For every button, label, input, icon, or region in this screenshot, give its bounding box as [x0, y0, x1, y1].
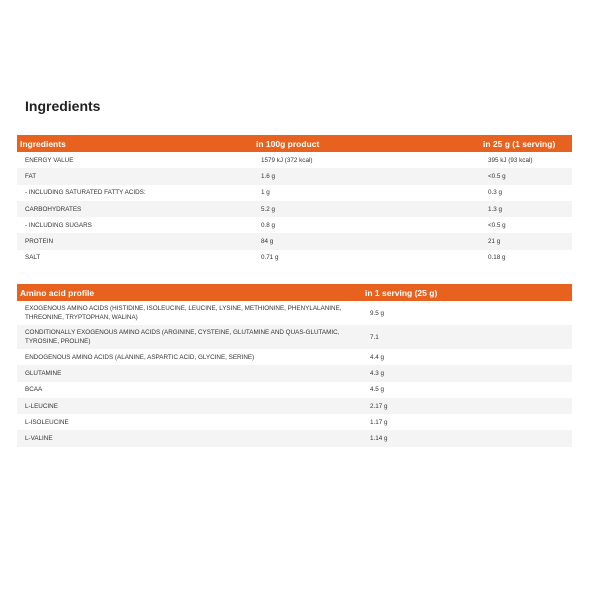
- row-label: - INCLUDING SATURATED FATTY ACIDS:: [25, 189, 146, 197]
- row-value: 2.17 g: [370, 402, 388, 410]
- table-row: [17, 382, 572, 398]
- ingredients-table: [17, 135, 572, 266]
- row-label: EXOGENOUS AMINO ACIDS (HISTIDINE, ISOLEUCINE, LEUCINE, LYSINE, METHIONINE, PHENYLALANINE, THREONINE, TRYPTOPHAN, WALINA): [25, 305, 342, 321]
- row-label: ENERGY VALUE: [25, 156, 74, 164]
- row-value: 9.5 g: [370, 309, 385, 317]
- row-label: CONDITIONALLY EXOGENOUS AMINO ACIDS (ARGININE, CYSTEINE, GLUTAMINE AND QUAS-GLUTAMIC, TYROSINE, PROLINE): [25, 329, 340, 345]
- row-label: BCAA: [25, 386, 43, 394]
- row-value: 1.14 g: [370, 435, 388, 443]
- table-row: [17, 365, 572, 381]
- row-value: 1.6 g: [261, 172, 276, 180]
- row-label: ENDOGENOUS AMINO ACIDS (ALANINE, ASPARTIC ACID, GLYCINE, SERINE): [25, 353, 255, 361]
- table-row: [17, 217, 572, 233]
- row-label: SALT: [25, 254, 41, 262]
- row-value: 4.5 g: [370, 386, 385, 394]
- table-row: [17, 301, 572, 325]
- row-value: 0.3 g: [488, 189, 503, 197]
- row-label: L-VALINE: [25, 435, 53, 443]
- table-row: [17, 349, 572, 365]
- row-value: 395 kJ (93 kcal): [488, 156, 533, 164]
- table-row: [17, 430, 572, 446]
- page-title: Ingredients: [25, 98, 101, 114]
- row-value: 1579 kJ (372 kcal): [261, 156, 313, 164]
- row-value: 84 g: [261, 238, 274, 246]
- row-value: 0.18 g: [488, 254, 506, 262]
- table-row: [17, 168, 572, 184]
- column-header-per-100g: in 100g product: [256, 138, 320, 149]
- table-row: [17, 250, 572, 266]
- row-value: 1.3 g: [488, 205, 503, 213]
- table-row: [17, 233, 572, 249]
- row-value: 1.17 g: [370, 418, 388, 426]
- table-header-row: [17, 135, 572, 152]
- amino-acid-table: [17, 284, 572, 447]
- row-value: 4.4 g: [370, 353, 385, 361]
- row-value: 0.8 g: [261, 221, 276, 229]
- table-row: [17, 185, 572, 201]
- table-row: [17, 398, 572, 414]
- row-value: 0.71 g: [261, 254, 279, 262]
- row-label: PROTEIN: [25, 238, 53, 246]
- row-label: L-LEUCINE: [25, 402, 58, 410]
- column-header-ingredients: Ingredients: [20, 138, 66, 149]
- row-label: L-ISOLEUCINE: [25, 418, 69, 426]
- row-value: 5.2 g: [261, 205, 276, 213]
- row-label: - INCLUDING SUGARS: [25, 221, 92, 229]
- row-label: GLUTAMINE: [25, 369, 62, 377]
- row-label: CARBOHYDRATES: [25, 205, 82, 213]
- table-row: [17, 152, 572, 168]
- column-header-amino-acid-profile: Amino acid profile: [20, 287, 95, 298]
- row-value: <0.5 g: [488, 172, 506, 180]
- row-label: FAT: [25, 172, 37, 180]
- column-header-per-serving: in 1 serving (25 g): [365, 287, 438, 298]
- column-header-per-serving: in 25 g (1 serving): [483, 138, 556, 149]
- table-row: [17, 201, 572, 217]
- table-row: [17, 325, 572, 349]
- row-value: 1 g: [261, 189, 270, 197]
- row-value: <0.5 g: [488, 221, 506, 229]
- row-value: 21 g: [488, 238, 501, 246]
- table-header-row: [17, 284, 572, 301]
- row-value: 4.3 g: [370, 369, 385, 377]
- table-row: [17, 414, 572, 430]
- row-value: 7.1: [370, 333, 379, 341]
